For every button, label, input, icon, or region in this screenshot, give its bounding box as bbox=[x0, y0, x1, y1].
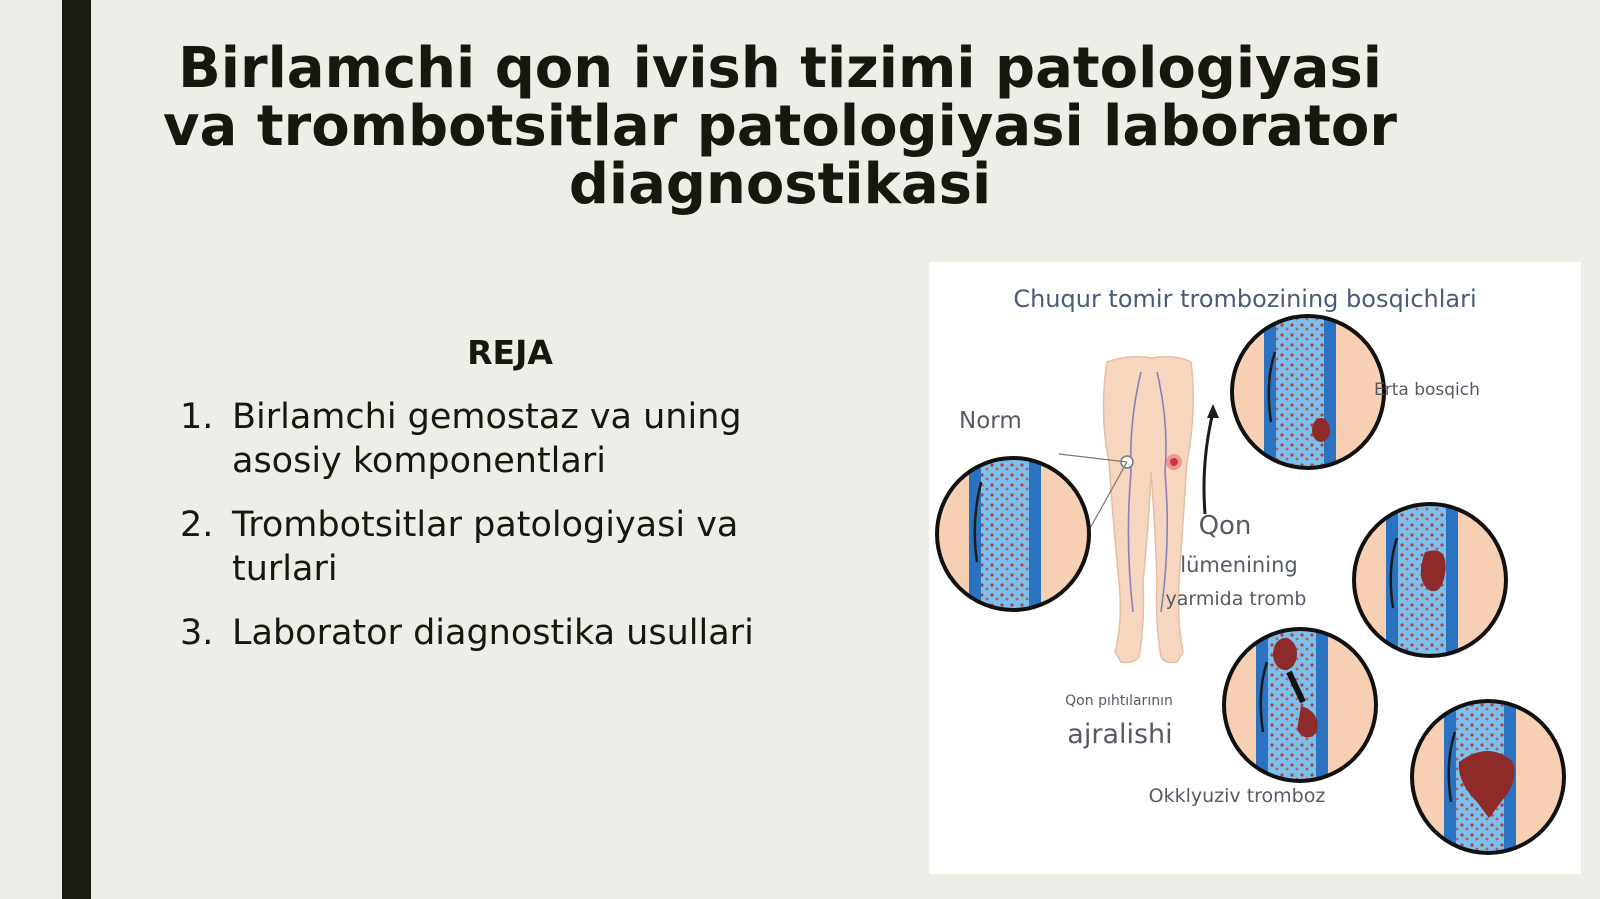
label-early-stage: Erta bosqich bbox=[1374, 380, 1480, 400]
list-text-line: Trombotsitlar patologiyasi va bbox=[232, 505, 739, 545]
label-detachment-1: Qon pıhtılarının bbox=[1065, 693, 1173, 709]
list-text bbox=[232, 611, 820, 655]
list-text-line: Laborator diagnostika usullari bbox=[232, 613, 754, 653]
plan-heading: REJA bbox=[467, 333, 553, 372]
list-item bbox=[180, 395, 820, 483]
dvt-stages-figure bbox=[929, 262, 1581, 874]
list-number: 2. bbox=[180, 505, 214, 545]
title-line-2: va trombotsitlar patologiyasi laborator bbox=[163, 94, 1397, 159]
list-number: 1. bbox=[180, 397, 214, 437]
plan-list bbox=[180, 395, 820, 675]
list-text bbox=[232, 503, 820, 591]
vessel-norm-icon bbox=[937, 452, 1089, 622]
dvt-illustration bbox=[929, 262, 1581, 874]
list-text bbox=[232, 395, 820, 483]
list-text-line: turlari bbox=[232, 549, 338, 589]
vessel-early-icon bbox=[1232, 312, 1384, 482]
label-half-3: yarmida tromb bbox=[1165, 588, 1307, 610]
side-accent-bar bbox=[62, 0, 91, 899]
title-line-3: diagnostikasi bbox=[568, 152, 992, 217]
list-text-line: Birlamchi gemostaz va uning bbox=[232, 397, 742, 437]
vessel-occlusive-icon bbox=[1412, 697, 1564, 867]
label-half-1: Qon bbox=[1198, 511, 1252, 541]
list-number: 3. bbox=[180, 613, 214, 653]
label-half-2: lümenining bbox=[1180, 553, 1298, 577]
vessel-detachment-icon bbox=[1224, 625, 1376, 795]
slide-title bbox=[150, 36, 1410, 217]
list-text-line: asosiy komponentlari bbox=[232, 441, 606, 481]
list-item bbox=[180, 611, 820, 655]
title-line-1: Birlamchi qon ivish tizimi patologiyasi bbox=[178, 36, 1382, 101]
label-occlusive: Okklyuziv tromboz bbox=[1148, 785, 1326, 807]
label-norm: Norm bbox=[959, 408, 1022, 434]
list-item bbox=[180, 503, 820, 591]
figure-title: Chuqur tomir trombozining bosqichlari bbox=[1013, 285, 1477, 313]
vessel-half-thrombus-icon bbox=[1354, 500, 1506, 670]
label-detachment-2: ajralishi bbox=[1067, 719, 1173, 750]
